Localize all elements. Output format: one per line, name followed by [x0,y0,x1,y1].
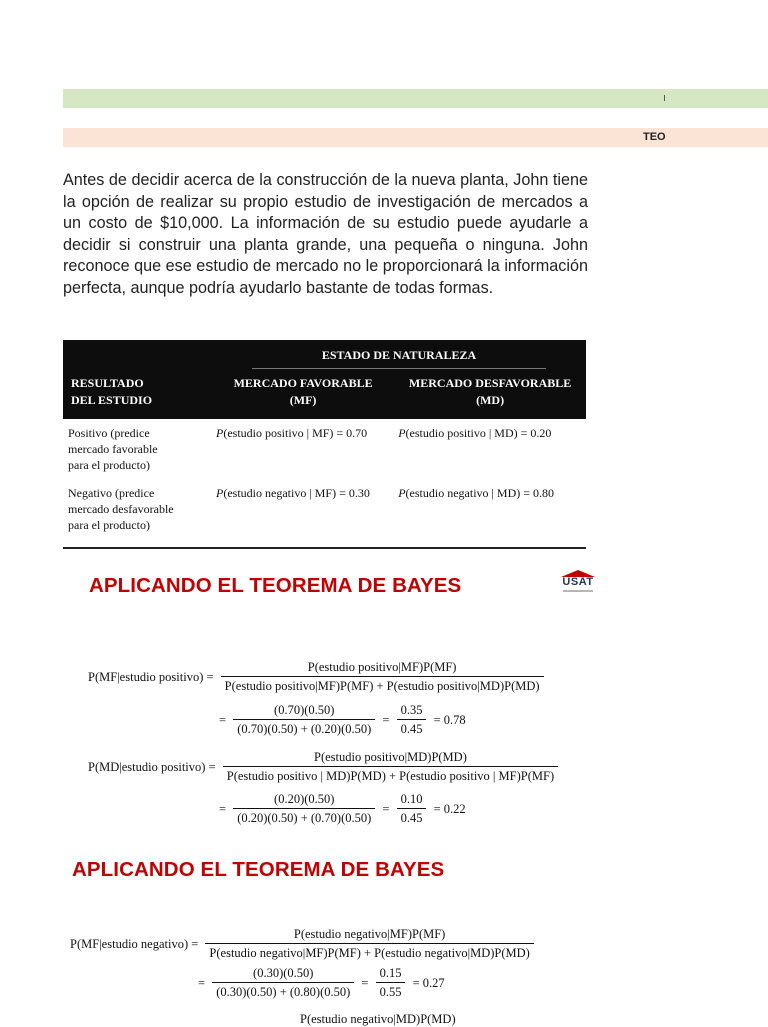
row-label [63,419,212,479]
table-row [63,419,586,479]
fraction-numerator: (0.20)(0.50) [274,792,335,806]
fraction [212,966,354,1000]
intro-paragraph: Antes de decidir acerca de la construcción de la nueva planta, John tiene la opción de realizar su propio estudio de investigación de mercados a un costo de $10,000. La información de su estudio puede ayudarle a decidir si construir una planta grande, una pequeña o ninguna. John reconoce que ese estudio de mercado no le proporcionará la información perfecta, aunque podría ayudarlo bastante de todas formas. [63,171,588,297]
row-header-line-1: RESULTADO [71,376,144,390]
row-label [63,479,212,548]
row-label-line-2: mercado desfavorable [68,502,174,516]
equation-mf-positive-numeric: = $\frac{(0.70)(0.50)}{(0.70)(0.50) + (0.20)(0.50)}$ = $\frac{0.35}{0.45}$ = 0.78 [219,703,466,736]
fraction-denominator: (0.70)(0.50) + (0.20)(0.50) [233,719,375,737]
fraction-denominator: 0.55 [376,982,406,1000]
equation-md-negative-partial [300,1012,456,1027]
row-label-line-2: mercado favorable [68,442,158,456]
equation-md-positive [88,750,558,784]
state-of-nature-header [212,340,586,375]
fraction-numerator: 0.15 [379,966,402,980]
logo-wordmark: USAT [562,576,594,588]
fraction [397,703,427,737]
header-band-green [63,89,768,108]
header-tick-mark [664,95,665,101]
usat-logo [560,570,596,604]
fraction [233,703,375,737]
equation-result: = 0.22 [433,801,466,816]
fraction [376,966,406,1000]
row-header-line-2: DEL ESTUDIO [71,393,153,407]
col-header-mf-line-1: MERCADO FAVORABLE [233,376,373,390]
study-results-table [63,340,586,549]
fraction-numerator: 0.10 [400,792,423,806]
col-header-mf [212,375,394,419]
col-header-md-line-2: (MD) [476,393,505,407]
fraction-numerator: P(estudio negativo|MF)P(MF) [293,927,446,941]
cell-mf: P(estudio negativo | MF) = 0.30 [212,479,394,548]
cell-md-value: (estudio negativo | MD) = 0.80 [405,486,555,500]
equation-lhs: P(MD|estudio positivo) = [88,759,216,774]
row-label-line-3: para el producto) [68,518,150,532]
col-header-md-line-1: MERCADO DESFAVORABLE [408,376,572,390]
fraction-denominator: (0.20)(0.50) + (0.70)(0.50) [233,808,375,826]
fraction [205,927,533,961]
equation-md-positive-numeric: = $\frac{(0.20)(0.50)}{(0.20)(0.50) + (0.70)(0.50)}$ = $\frac{0.10}{0.45}$ = 0.22 [219,792,466,825]
cell-md: P(estudio negativo | MD) = 0.80 [394,479,586,548]
state-of-nature-label: ESTADO DE NATURALEZA [252,348,546,369]
equation-result: = 0.27 [412,975,445,990]
col-header-mf-line-2: (MF) [289,393,317,407]
row-label-line-1: Positivo (predice [68,426,150,440]
cell-md-value: (estudio positivo | MD) = 0.20 [405,426,552,440]
fraction-denominator: P(estudio positivo | MD)P(MD) + P(estudio positivo | MF)P(MF) [223,766,558,784]
equation-result: = 0.78 [433,712,466,727]
equation-lhs: P(MF|estudio negativo) = [70,936,199,951]
logo-fine-print [563,590,593,592]
fraction [221,660,544,694]
section-heading-2: APLICANDO EL TEOREMA DE BAYES [72,858,445,881]
row-label-line-1: Negativo (predice [68,486,155,500]
row-header [63,340,212,419]
fraction-numerator: P(estudio positivo|MF)P(MF) [307,660,457,674]
header-tag: TEO [643,131,666,143]
col-header-md [394,375,586,419]
fraction-denominator: P(estudio negativo|MF)P(MF) + P(estudio negativo|MD)P(MD) [205,943,533,961]
table-row [63,479,586,548]
fraction-numerator: 0.35 [400,703,423,717]
equation-mf-negative [70,927,534,961]
equation-mf-positive [88,660,544,694]
fraction-denominator: 0.45 [397,719,427,737]
fraction-denominator: P(estudio positivo|MF)P(MF) + P(estudio positivo|MD)P(MD) [221,676,544,694]
fraction [397,792,427,826]
fraction-numerator: P(estudio negativo|MD)P(MD) [300,1012,456,1026]
cell-mf: P(estudio positivo | MF) = 0.70 [216,426,368,440]
cell-mf-value: (estudio negativo | MF) = 0.30 [223,486,370,500]
row-label-line-3: para el producto) [68,458,150,472]
equation-lhs: P(MF|estudio positivo) = [88,669,214,684]
fraction [233,792,375,826]
section-heading-1: APLICANDO EL TEOREMA DE BAYES [89,574,462,597]
fraction [223,750,558,784]
fraction-numerator: (0.70)(0.50) [274,703,335,717]
fraction-numerator: P(estudio positivo|MD)P(MD) [314,750,467,764]
header-band-peach [63,128,768,147]
cell-md: P(estudio positivo | MD) = 0.20 [398,426,552,440]
equation-mf-negative-numeric: = $\frac{(0.30)(0.50)}{(0.30)(0.50) + (0.80)(0.50)}$ = $\frac{0.15}{0.55}$ = 0.27 [198,966,445,999]
fraction-numerator: (0.30)(0.50) [253,966,314,980]
fraction-denominator: 0.45 [397,808,427,826]
fraction-denominator: (0.30)(0.50) + (0.80)(0.50) [212,982,354,1000]
cell-mf-value: (estudio positivo | MF) = 0.70 [223,426,368,440]
